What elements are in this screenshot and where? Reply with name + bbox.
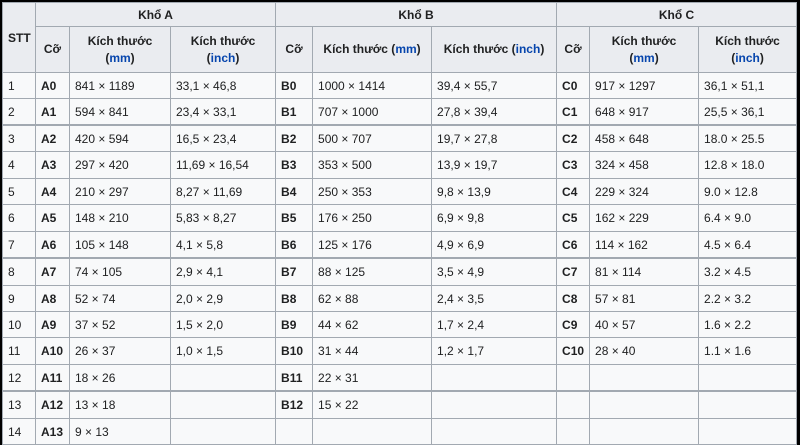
size-mm-a-cell: 594 × 841 [70, 99, 171, 126]
header-size-label: Kích thước [323, 42, 388, 56]
size-inch-c-cell: 25,5 × 36,1 [699, 99, 797, 126]
table-row [3, 205, 797, 232]
code-c-cell: C5 [557, 205, 590, 232]
code-b-cell: B1 [276, 99, 313, 126]
stt-cell: 12 [3, 365, 36, 392]
code-c-cell: C0 [557, 73, 590, 99]
table-row [3, 419, 797, 445]
table-row [3, 338, 797, 365]
size-inch-a-cell: 2,9 × 4,1 [171, 258, 276, 286]
code-a-cell: A12 [36, 391, 70, 419]
size-mm-b-cell: 22 × 31 [313, 365, 432, 392]
code-b-cell: B11 [276, 365, 313, 392]
stt-cell: 2 [3, 99, 36, 126]
table-row [3, 99, 797, 126]
size-mm-c-cell [590, 365, 699, 392]
stt-cell: 3 [3, 125, 36, 152]
size-inch-a-cell: 4,1 × 5,8 [171, 232, 276, 259]
size-inch-b-cell: 19,7 × 27,8 [432, 125, 557, 152]
code-b-cell [276, 419, 313, 445]
stt-cell: 13 [3, 391, 36, 419]
size-inch-a-cell: 5,83 × 8,27 [171, 205, 276, 232]
size-mm-a-cell: 148 × 210 [70, 205, 171, 232]
header-size-label: Kích thước [87, 33, 153, 48]
code-c-cell: C8 [557, 286, 590, 312]
header-group-a: Khổ A [36, 3, 276, 27]
size-mm-c-cell: 28 × 40 [590, 338, 699, 365]
header-size-label: Kích thước [611, 33, 677, 48]
size-mm-c-cell: 648 × 917 [590, 99, 699, 126]
size-inch-c-cell: 36,1 × 51,1 [699, 73, 797, 99]
size-inch-c-cell: 6.4 × 9.0 [699, 205, 797, 232]
size-inch-a-cell: 8,27 × 11,69 [171, 179, 276, 205]
code-a-cell: A3 [36, 152, 70, 179]
size-mm-c-cell [590, 419, 699, 445]
size-mm-b-cell: 15 × 22 [313, 391, 432, 419]
code-a-cell: A1 [36, 99, 70, 126]
header-group-b: Khổ B [276, 3, 557, 27]
size-inch-b-cell: 4,9 × 6,9 [432, 232, 557, 259]
size-inch-c-cell: 12.8 × 18.0 [699, 152, 797, 179]
size-inch-c-cell: 2.2 × 3.2 [699, 286, 797, 312]
size-mm-b-cell: 44 × 62 [313, 312, 432, 338]
size-mm-b-cell: 62 × 88 [313, 286, 432, 312]
size-mm-c-cell: 162 × 229 [590, 205, 699, 232]
stt-cell: 9 [3, 286, 36, 312]
stt-cell: 10 [3, 312, 36, 338]
size-mm-b-cell: 500 × 707 [313, 125, 432, 152]
size-mm-b-cell: 353 × 500 [313, 152, 432, 179]
size-mm-b-cell: 125 × 176 [313, 232, 432, 259]
size-mm-b-cell: 707 × 1000 [313, 99, 432, 126]
size-inch-c-cell: 9.0 × 12.8 [699, 179, 797, 205]
code-c-cell [557, 365, 590, 392]
table-row [3, 232, 797, 259]
code-a-cell: A5 [36, 205, 70, 232]
table-row [3, 391, 797, 419]
code-a-cell: A4 [36, 179, 70, 205]
size-mm-b-cell: 250 × 353 [313, 179, 432, 205]
header-size-inch-c: Kích thước (inch) [699, 27, 797, 73]
size-inch-c-cell: 4.5 × 6.4 [699, 232, 797, 259]
size-mm-a-cell: 13 × 18 [70, 391, 171, 419]
code-c-cell: C10 [557, 338, 590, 365]
code-c-cell: C9 [557, 312, 590, 338]
size-inch-c-cell [699, 391, 797, 419]
size-inch-a-cell: 16,5 × 23,4 [171, 125, 276, 152]
size-inch-a-cell: 1,0 × 1,5 [171, 338, 276, 365]
code-a-cell: A2 [36, 125, 70, 152]
size-mm-a-cell: 210 × 297 [70, 179, 171, 205]
size-inch-a-cell [171, 419, 276, 445]
code-a-cell: A6 [36, 232, 70, 259]
header-code-c: Cỡ [557, 27, 590, 73]
size-inch-a-cell [171, 365, 276, 392]
code-c-cell: C6 [557, 232, 590, 259]
size-mm-c-cell: 917 × 1297 [590, 73, 699, 99]
size-inch-b-cell: 1,7 × 2,4 [432, 312, 557, 338]
size-inch-b-cell: 1,2 × 1,7 [432, 338, 557, 365]
stt-cell: 1 [3, 73, 36, 99]
unit-inch-link[interactable]: inch [210, 50, 236, 65]
size-inch-c-cell: 18.0 × 25.5 [699, 125, 797, 152]
header-size-inch-a: Kích thước (inch) [171, 27, 276, 73]
size-mm-b-cell [313, 419, 432, 445]
unit-inch-link[interactable]: inch [515, 42, 541, 56]
size-mm-a-cell: 37 × 52 [70, 312, 171, 338]
header-size-mm-c: Kích thước (mm) [590, 27, 699, 73]
code-a-cell: A11 [36, 365, 70, 392]
header-size-label: Kích thước [715, 33, 780, 48]
size-mm-c-cell: 114 × 162 [590, 232, 699, 259]
code-b-cell: B12 [276, 391, 313, 419]
code-b-cell: B8 [276, 286, 313, 312]
size-inch-b-cell: 27,8 × 39,4 [432, 99, 557, 126]
stt-cell: 5 [3, 179, 36, 205]
size-mm-a-cell: 52 × 74 [70, 286, 171, 312]
table-row [3, 365, 797, 392]
size-inch-b-cell: 9,8 × 13,9 [432, 179, 557, 205]
size-inch-b-cell [432, 391, 557, 419]
table-row [3, 258, 797, 286]
code-b-cell: B10 [276, 338, 313, 365]
code-c-cell: C7 [557, 258, 590, 286]
size-inch-b-cell: 2,4 × 3,5 [432, 286, 557, 312]
code-b-cell: B0 [276, 73, 313, 99]
header-size-mm-b: Kích thước (mm) [313, 27, 432, 73]
unit-inch-link[interactable]: inch [735, 50, 760, 65]
code-c-cell: C1 [557, 99, 590, 126]
size-mm-b-cell: 31 × 44 [313, 338, 432, 365]
size-mm-b-cell: 176 × 250 [313, 205, 432, 232]
table-row [3, 179, 797, 205]
stt-cell: 4 [3, 152, 36, 179]
size-inch-c-cell: 1.1 × 1.6 [699, 338, 797, 365]
size-mm-c-cell: 40 × 57 [590, 312, 699, 338]
size-inch-b-cell: 13,9 × 19,7 [432, 152, 557, 179]
code-b-cell: B2 [276, 125, 313, 152]
code-b-cell: B6 [276, 232, 313, 259]
size-inch-c-cell [699, 365, 797, 392]
code-c-cell: C2 [557, 125, 590, 152]
size-inch-b-cell: 3,5 × 4,9 [432, 258, 557, 286]
header-stt: STT [3, 3, 36, 73]
size-inch-a-cell [171, 391, 276, 419]
header-size-label: Kích thước [190, 33, 256, 48]
unit-mm-link[interactable]: mm [395, 42, 417, 56]
unit-mm-link[interactable]: mm [633, 50, 655, 65]
size-inch-b-cell: 39,4 × 55,7 [432, 73, 557, 99]
size-mm-c-cell: 81 × 114 [590, 258, 699, 286]
size-mm-c-cell: 229 × 324 [590, 179, 699, 205]
size-mm-a-cell: 420 × 594 [70, 125, 171, 152]
size-mm-b-cell: 1000 × 1414 [313, 73, 432, 99]
size-mm-a-cell: 26 × 37 [70, 338, 171, 365]
size-mm-a-cell: 74 × 105 [70, 258, 171, 286]
code-c-cell: C4 [557, 179, 590, 205]
stt-cell: 14 [3, 419, 36, 445]
size-mm-c-cell: 458 × 648 [590, 125, 699, 152]
unit-mm-link[interactable]: mm [109, 50, 131, 65]
code-a-cell: A13 [36, 419, 70, 445]
size-inch-a-cell: 23,4 × 33,1 [171, 99, 276, 126]
size-inch-b-cell [432, 419, 557, 445]
table-row [3, 73, 797, 99]
table-row [3, 286, 797, 312]
size-mm-a-cell: 9 × 13 [70, 419, 171, 445]
code-b-cell: B3 [276, 152, 313, 179]
header-size-mm-a: Kích thước (mm) [70, 27, 171, 73]
header-size-inch-b: Kích thước (inch) [432, 27, 557, 73]
header-size-label: Kích thước [443, 42, 509, 56]
code-a-cell: A8 [36, 286, 70, 312]
code-b-cell: B4 [276, 179, 313, 205]
code-b-cell: B9 [276, 312, 313, 338]
size-mm-b-cell: 88 × 125 [313, 258, 432, 286]
header-group-c: Khổ C [557, 3, 797, 27]
header-code-b: Cỡ [276, 27, 313, 73]
size-inch-a-cell: 2,0 × 2,9 [171, 286, 276, 312]
size-mm-a-cell: 841 × 1189 [70, 73, 171, 99]
stt-cell: 8 [3, 258, 36, 286]
size-mm-c-cell: 57 × 81 [590, 286, 699, 312]
paper-sizes-table [2, 2, 797, 445]
code-b-cell: B5 [276, 205, 313, 232]
code-a-cell: A9 [36, 312, 70, 338]
size-mm-a-cell: 297 × 420 [70, 152, 171, 179]
stt-cell: 6 [3, 205, 36, 232]
code-a-cell: A0 [36, 73, 70, 99]
table-body [3, 73, 797, 445]
size-mm-c-cell [590, 391, 699, 419]
code-a-cell: A7 [36, 258, 70, 286]
size-mm-a-cell: 105 × 148 [70, 232, 171, 259]
size-inch-b-cell: 6,9 × 9,8 [432, 205, 557, 232]
table-row [3, 152, 797, 179]
size-inch-c-cell: 3.2 × 4.5 [699, 258, 797, 286]
size-inch-c-cell: 1.6 × 2.2 [699, 312, 797, 338]
code-b-cell: B7 [276, 258, 313, 286]
size-inch-c-cell [699, 419, 797, 445]
size-inch-b-cell [432, 365, 557, 392]
size-mm-c-cell: 324 × 458 [590, 152, 699, 179]
size-inch-a-cell: 33,1 × 46,8 [171, 73, 276, 99]
code-a-cell: A10 [36, 338, 70, 365]
code-c-cell [557, 419, 590, 445]
stt-cell: 7 [3, 232, 36, 259]
code-c-cell: C3 [557, 152, 590, 179]
size-mm-a-cell: 18 × 26 [70, 365, 171, 392]
code-c-cell [557, 391, 590, 419]
table-row [3, 312, 797, 338]
size-inch-a-cell: 11,69 × 16,54 [171, 152, 276, 179]
header-code-a: Cỡ [36, 27, 70, 73]
table-row [3, 125, 797, 152]
size-inch-a-cell: 1,5 × 2,0 [171, 312, 276, 338]
stt-cell: 11 [3, 338, 36, 365]
